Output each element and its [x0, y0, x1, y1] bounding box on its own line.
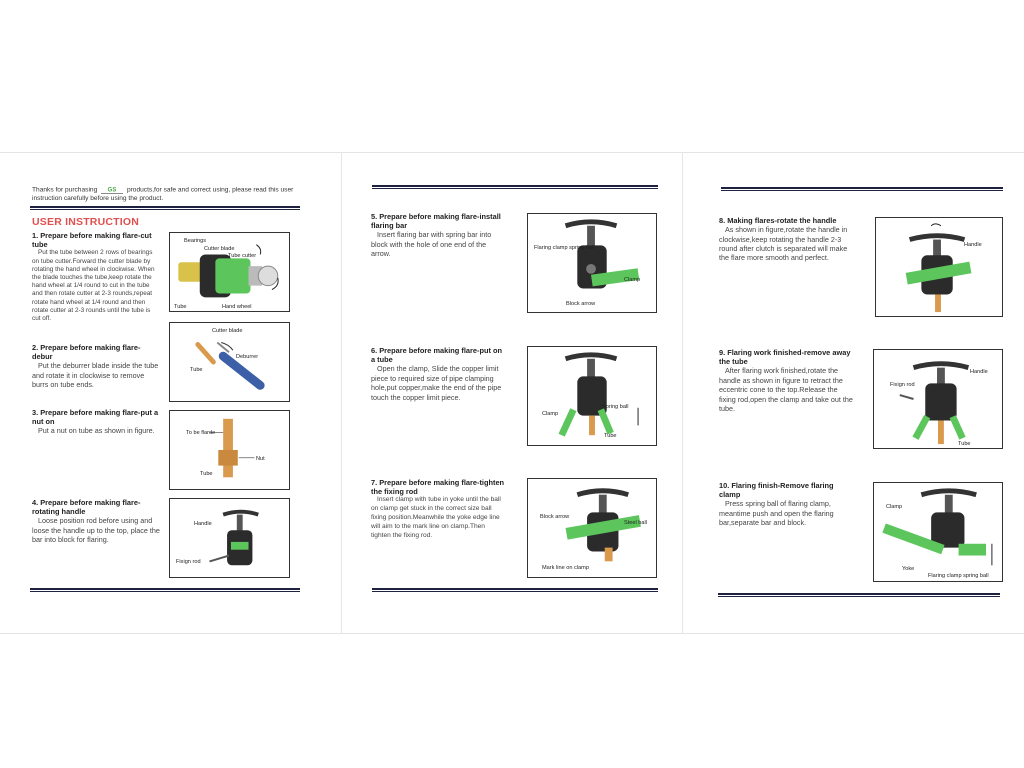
- step-10: [719, 481, 854, 528]
- step-6: [371, 346, 506, 402]
- figure-nut: [169, 410, 290, 490]
- label-tube: Tube: [174, 304, 187, 310]
- step-8: [719, 216, 854, 263]
- label-block-arrow: Block arrow: [566, 301, 596, 307]
- step-3-heading: 3. Prepare before making flare-put a nut on: [32, 408, 159, 427]
- step-2-body: Put the deburrer blade inside the tube and rotate it in clockwise to remove burrs on tube ends.: [32, 361, 159, 390]
- step-2-heading: 2. Prepare before making flare-debur: [32, 343, 141, 362]
- label-fixing-rod-2: Fixign rod: [890, 382, 915, 388]
- step-4: [32, 498, 160, 545]
- rule-top-1: [30, 206, 300, 210]
- intro-text: [32, 185, 304, 203]
- panel-fold-1: [341, 152, 342, 634]
- rule-top-3: [721, 187, 1003, 191]
- figure-flaring-bar: [527, 213, 657, 313]
- label-handle-2: Handle: [964, 242, 982, 248]
- figure-tighten-rod: [527, 478, 657, 578]
- step-1-heading: 1. Prepare before making flare-cut tube: [32, 231, 152, 250]
- label-deburrer: Deburrer: [236, 354, 259, 360]
- section-title: USER INSTRUCTION: [32, 216, 140, 228]
- figure-rotating-handle: [169, 498, 290, 578]
- rule-bottom-2: [372, 588, 658, 592]
- step-1: [32, 231, 160, 323]
- instruction-sheet: [0, 152, 1024, 634]
- label-bearings: Bearings: [184, 238, 207, 244]
- label-cutter-blade: Cutter blade: [204, 246, 235, 252]
- label-cutter-blade-2: Cutter blade: [212, 328, 243, 334]
- intro-lead: Thanks for purchasing: [32, 186, 98, 194]
- label-handle-3: Handle: [970, 369, 988, 375]
- label-tube-4: Tube: [604, 433, 617, 439]
- label-flaring-clamp-spring-ball: Flaring clamp spring ball: [534, 245, 595, 251]
- label-flaring-clamp-spring-ball-2: Flaring clamp spring ball: [928, 573, 989, 579]
- label-block-arrow-2: Block arrow: [540, 514, 570, 520]
- step-2: [32, 343, 160, 390]
- figure-tube-cutter: [169, 232, 290, 312]
- label-nut: Nut: [256, 456, 265, 462]
- label-spring-ball: Spring ball: [602, 404, 629, 410]
- label-steel-ball: Steel ball: [624, 520, 648, 526]
- label-to-be-flared: To be flarde: [186, 430, 216, 436]
- svg-text:GS: GS: [107, 187, 117, 194]
- step-8-body: As shown in figure,rotate the handle in clockwise,keep rotating the handle 2-3 round after clutch is separated will make the flare more smooth and perfect.: [719, 225, 848, 263]
- figure-rotate-handle: [875, 217, 1003, 317]
- label-clamp-3: Clamp: [886, 504, 903, 510]
- label-yoke: Yoke: [902, 566, 915, 572]
- step-8-heading: 8. Making flares-rotate the handle: [719, 216, 837, 225]
- label-tube-cutter: Tube cutter: [228, 253, 257, 259]
- step-7: [371, 478, 506, 540]
- step-6-heading: 6. Prepare before making flare-put on a tube: [371, 346, 503, 365]
- label-mark-line: Mark line on clamp: [542, 565, 589, 571]
- step-6-body: Open the clamp, Slide the copper limit piece to required size of pipe clamping hole,put copper,make the end of the pipe touch the copper limit piece.: [371, 364, 502, 402]
- label-clamp: Clamp: [624, 277, 641, 283]
- step-10-body: Press spring ball of flaring clamp, meantime push and open the flaring bar,separate bar and block.: [719, 499, 834, 528]
- step-7-body: Insert clamp with tube in yoke until the ball on clamp get stuck in the correct size ball fixing position.Meanwhile the yoke edge line will aim to the mark line on clamp.Then tighten the fixing rod.: [371, 496, 501, 539]
- label-clamp-2: Clamp: [542, 411, 559, 417]
- panel-fold-2: [682, 152, 683, 634]
- step-9-body: After flaring work finished,rotate the handle as shown in figure to retract the eccentric cone to the top.Release the fixing rod,open the clamp and take out the tube.: [719, 366, 853, 414]
- figure-remove-tube: [873, 349, 1003, 449]
- step-7-heading: 7. Prepare before making flare-tighten the fixing rod: [371, 478, 505, 497]
- step-5-body: Insert flaring bar with spring bar into block with the hole of one end of the arrow.: [371, 230, 492, 259]
- brand-logo-icon: [101, 185, 123, 194]
- rule-top-2: [372, 185, 658, 189]
- label-fixing-rod: Fixign rod: [176, 559, 201, 565]
- rule-bottom-1: [30, 588, 300, 592]
- step-4-body: Loose position rod before using and loose the handle up to the top, place the bar into block for flaring.: [32, 516, 160, 545]
- step-9-heading: 9. Flaring work finished-remove away the tube: [719, 348, 851, 367]
- step-9: [719, 348, 854, 413]
- figure-deburrer: [169, 322, 290, 402]
- intro-rest: products,for safe and correct using, please read this user instruction carefully before using the product.: [32, 186, 294, 202]
- step-4-heading: 4. Prepare before making flare-rotating handle: [32, 498, 141, 517]
- step-5-heading: 5. Prepare before making flare-install flaring bar: [371, 212, 501, 231]
- label-tube-5: Tube: [958, 441, 971, 447]
- label-tube-3: Tube: [200, 471, 213, 477]
- label-handle: Handle: [194, 521, 212, 527]
- label-hand-wheel: Hand wheel: [222, 304, 252, 310]
- figure-remove-clamp: [873, 482, 1003, 582]
- figure-put-on-tube: [527, 346, 657, 446]
- step-5: [371, 212, 506, 259]
- step-3: [32, 408, 160, 436]
- step-10-heading: 10. Flaring finish-Remove flaring clamp: [719, 481, 834, 500]
- step-3-body: Put a nut on tube as shown in figure.: [38, 426, 155, 436]
- label-tube-2: Tube: [190, 367, 203, 373]
- rule-bottom-3: [718, 593, 1000, 597]
- step-1-body: Put the tube between 2 rows of bearings on tube cutter.Forward the cutter blade by rotating the hand wheel in clockwise. When the blade touches the tube,keep rotate the hand wheel at 1/4 round to cut in the tube and then rotate cutter at 2-3 rounds,repeat rotate hand wheel at 1/4 round and then rotate cutter at 2-3 rounds until the tube is cut off.: [32, 249, 155, 323]
